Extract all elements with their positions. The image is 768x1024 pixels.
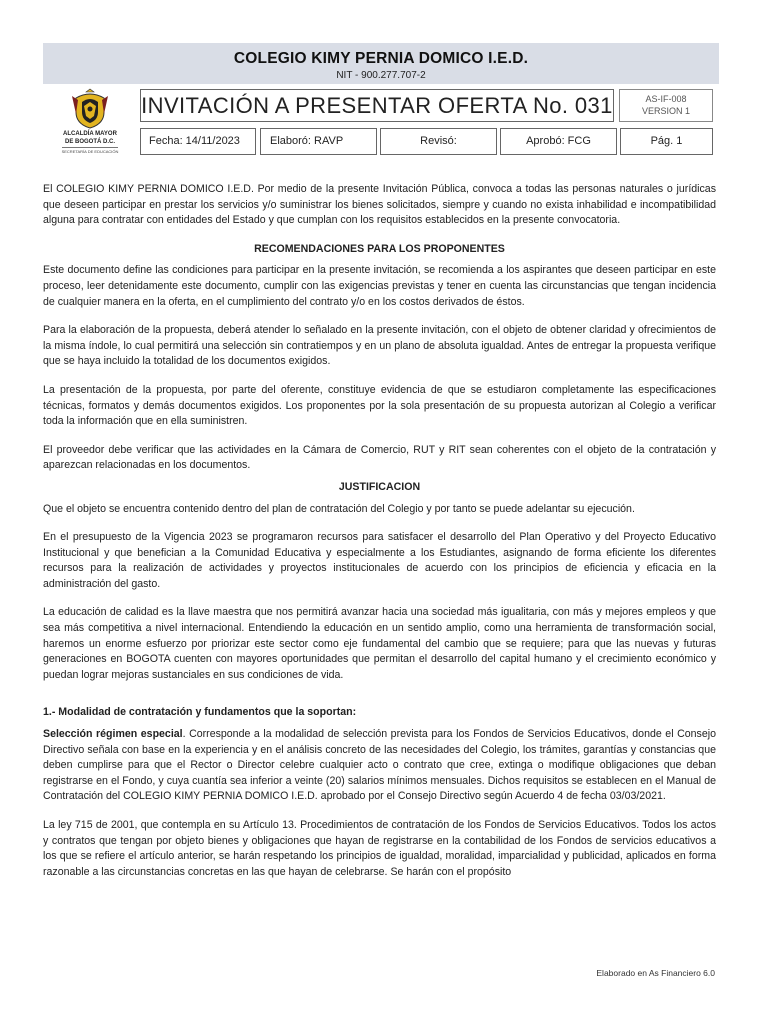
modality-paragraph-1 xyxy=(43,727,716,805)
document-code: AS-IF-008 xyxy=(645,94,687,104)
intro-paragraph: El COLEGIO KIMY PERNIA DOMICO I.E.D. Por medio de la presente Invitación Pública, convoca a todas las personas naturales o jurídicas que deseen participar en prestar los servicios y/o suministrar los bienes solicitados, siempre y cuando no exista inhabilidad e incompatibilidad alguna para contratar con entidades del Estado y que cumplan con los requisitos establecidos en la presente convocatoria. xyxy=(43,183,716,227)
document-title: INVITACIÓN A PRESENTAR OFERTA No. 031 xyxy=(140,89,614,122)
modality-text: . Corresponde a la modalidad de selección prevista para los Fondos de Servicios Educativos, donde el Consejo Directivo señala con base en la experiencia y en el análisis concreto de las necesidades del Colegio, los trámites, garantías y constancias que deben cumplirse para que el Rector o Director celebre cualquier acto o contrato que cree, extinga o modifique obligaciones que deban registrarse en el Fondo, y cuya cuantía sea inferior a veinte (20) salarios mínimos mensuales. Dichos requisitos se establecen en el Manual de Contratación del COLEGIO KIMY PERNIA DOMICO I.E.D. aprobado por el Consejo Directivo según Acuerdo 4 de fecha 03/03/2021. xyxy=(43,728,716,803)
document-version: VERSION 1 xyxy=(641,106,690,116)
reviso-cell: Revisó: xyxy=(380,128,497,155)
bogota-coat-of-arms-icon xyxy=(68,88,112,130)
recommendation-paragraph-4: El proveedor debe verificar que las actividades en la Cámara de Comercio, RUT y RIT sean coherentes con el objeto de la contratación y aparezcan relacionadas en los documentos. xyxy=(43,443,716,472)
header-banner xyxy=(43,43,719,84)
justification-paragraph-1: Que el objeto se encuentra contenido dentro del plan de contratación del Colegio y por tanto se puede adelantar su ejecución. xyxy=(43,502,635,515)
logo xyxy=(43,86,137,158)
recommendation-paragraph-2: Para la elaboración de la propuesta, deberá atender lo señalado en la presente invitación, con el objeto de obtener claridad y ofrecimientos de la misma índole, lo cual permitirá una selección sin contratiempos y en un plano de absoluta igualdad. Antes de entregar la propuesta verifique que se haya incluido la totalidad de los documentos exigidos. xyxy=(43,324,716,368)
logo-line-1: ALCALDÍA MAYOR xyxy=(63,131,117,137)
school-name: COLEGIO KIMY PERNIA DOMICO I.E.D. xyxy=(233,50,529,67)
justification-paragraph-3: La educación de calidad es la llave maestra que nos permitirá avanzar hacia una sociedad más igualitaria, con más y mejores empleos y que sea más competitiva a nivel internacional. Entendiendo la educación en un sentido amplio, como una herramienta de transformación social, haremos un enorme esfuerzo por priorizar este sector como eje fundamental del cambio que se requiere; para que las nuevas y futuras generaciones en BOGOTA cuenten con mayores oportunidades que permitan el desarrollo del capital humano y el crecimiento económico y puedan lograr mejoras sustanciales en sus condiciones de vida. xyxy=(43,606,716,681)
modality-paragraph-2: La ley 715 de 2001, que contempla en su Artículo 13. Procedimientos de contratación de los Fondos de Servicios Educativos. Todos los actos y contratos que tengan por objeto bienes y obligaciones que hayan de registrarse en la contabilidad de los Fondos de servicios educativos a los que se refiere el artículo anterior, se harán respetando los principios de igualdad, moralidad, imparcialidad y publicidad, aplicados en forma razonable a las circunstancias concretas en las que hayan de celebrarse. Se harán con el propósito xyxy=(43,819,716,878)
section-justificacion-title: JUSTIFICACION xyxy=(338,480,421,493)
modality-lead: Selección régimen especial xyxy=(43,728,183,741)
logo-line-2: DE BOGOTÁ D.C. xyxy=(64,139,115,145)
justification-paragraph-2: En el presupuesto de la Vigencia 2023 se programaron recursos para satisfacer el desarrollo del Plan Operativo y del Proyecto Educativo Institucional y que benefician a la Comunidad Educativa y especialmente a los Estudiantes, asignando de forma eficiente los diferentes recursos para la realización de actividades y proyectos institucionales de acuerdo con los principios de eficiencia y eficacia en la administración del gasto. xyxy=(43,531,716,590)
section-recomendaciones-title: RECOMENDACIONES PARA LOS PROPONENTES xyxy=(254,242,505,255)
section-modalidad-title: 1.- Modalidad de contratación y fundamentos que la soportan: xyxy=(43,706,357,719)
school-nit: NIT - 900.277.707-2 xyxy=(336,70,426,81)
pagina-cell: Pág. 1 xyxy=(620,128,713,155)
page-footer: Elaborado en As Financiero 6.0 xyxy=(596,968,715,978)
aprobo-cell: Aprobó: FCG xyxy=(500,128,617,155)
recommendation-paragraph-1: Este documento define las condiciones para participar en la presente invitación, se recomienda a los aspirantes que deseen participar en este proceso, leer detenidamente este documento, cumplir con las exigencias previstas y tener en cuenta las circunstancias que tengan incidencia de cualquier manera en la oferta, en el cumplimiento del contrato y/o en los costos derivados de éstos. xyxy=(43,264,716,308)
elaboro-cell: Elaboró: RAVP xyxy=(260,128,377,155)
logo-line-3: SECRETARÍA DE EDUCACIÓN xyxy=(61,149,119,154)
document-body xyxy=(43,182,716,880)
recommendation-paragraph-3: La presentación de la propuesta, por parte del oferente, constituye evidencia de que se estudiaron completamente las especificaciones técnicas, formatos y demás documentos exigidos. Los proponentes por la sola presentación de su propuesta autorizan al Colegio a verificar toda la información que en ella suministren. xyxy=(43,383,716,428)
version-box xyxy=(619,89,713,122)
fecha-cell: Fecha: 14/11/2023 xyxy=(140,128,256,155)
